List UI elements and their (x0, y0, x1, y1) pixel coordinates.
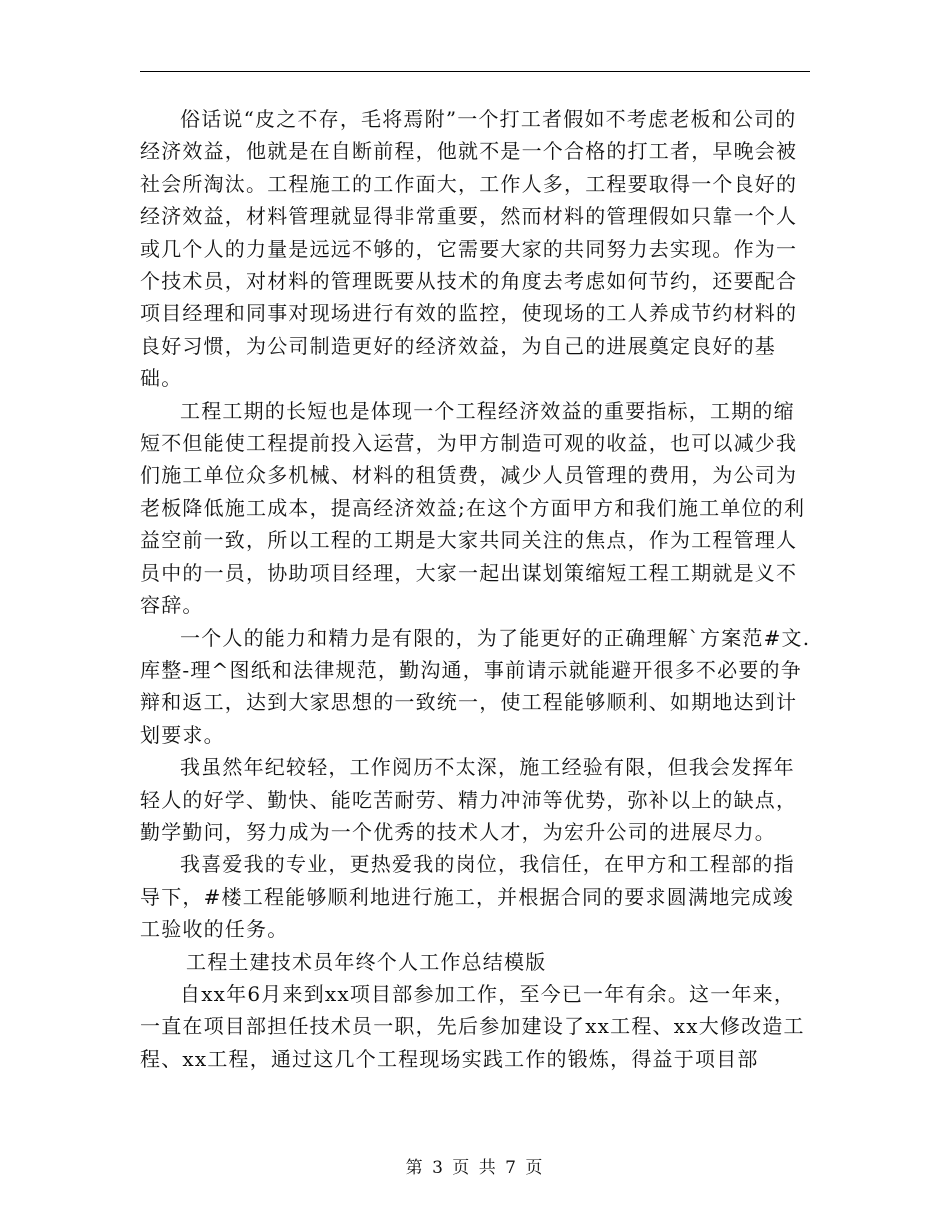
page-footer: 第 3 页 共 7 页 (405, 1158, 545, 1178)
section-title: 工程土建技术员年终个人工作总结模版 (186, 949, 547, 974)
header-rule (140, 71, 810, 72)
paragraph-conclusion: 我喜爱我的专业，更热爱我的岗位，我信任，在甲方和工程部的指导下，#楼工程能够顺利地进行施工，并根据合同的要求圆满地完成竣工验收的任务。 (140, 852, 795, 942)
paragraph-communication: 一个人的能力和精力是有限的，为了能更好的正确理解`方案范#文.库整-理^图纸和法律规范，勤沟通，事前请示就能避开很多不必要的争辩和返工，达到大家思想的一致统一，使工程能够顺利、如期地达到计划要求。 (140, 625, 811, 747)
paragraph-self-improvement: 我虽然年纪较轻，工作阅历不太深，施工经验有限，但我会发挥年轻人的好学、勤快、能吃苦耐劳、精力冲沛等优势，弥补以上的缺点，勤学勤问，努力成为一个优秀的技术人才，为宏升公司的进展尽力。 (140, 755, 798, 844)
paragraph-materials: 俗话说“皮之不存，毛将焉附”一个打工者假如不考虑老板和公司的经济效益，他就是在自断前程，他就不是一个合格的打工者，早晚会被社会所淘汰。工程施工的工作面大，工作人多，工程要取得一个良好的经济效益，材料管理就显得非常重要，然而材料的管理假如只靠一个人或几个人的力量是远远不够的，它需要大家的共同努力去实现。作为一个技术员，对材料的管理既要从技术的角度去考虑如何节约，还要配合项目经理和同事对现场进行有效的监控，使现场的工人养成节约材料的良好习惯，为公司制造更好的经济效益，为自己的进展奠定良好的基础。 (140, 107, 798, 391)
document-body (140, 103, 812, 1075)
paragraph-schedule: 工程工期的长短也是体现一个工程经济效益的重要指标，工期的缩短不但能使工程提前投入运营，为甲方制造可观的收益，也可以减少我们施工单位众多机械、材料的租赁费，减少人员管理的费用，为公司为老板降低施工成本，提高经济效益;在这个方面甲方和我们施工单位的利益空前一致，所以工程的工期是大家共同关注的焦点，作为工程管理人员中的一员，协助项目经理，大家一起出谋划策缩短工程工期就是义不容辞。 (140, 398, 806, 618)
paragraph-summary-intro: 自xx年6月来到xx项目部参加工作，至今已一年有余。这一年来，一直在项目部担任技术员一职，先后参加建设了xx工程、xx大修改造工程、xx工程，通过这几个工程现场实践工作的锻炼，得益于项目部 (140, 981, 805, 1071)
